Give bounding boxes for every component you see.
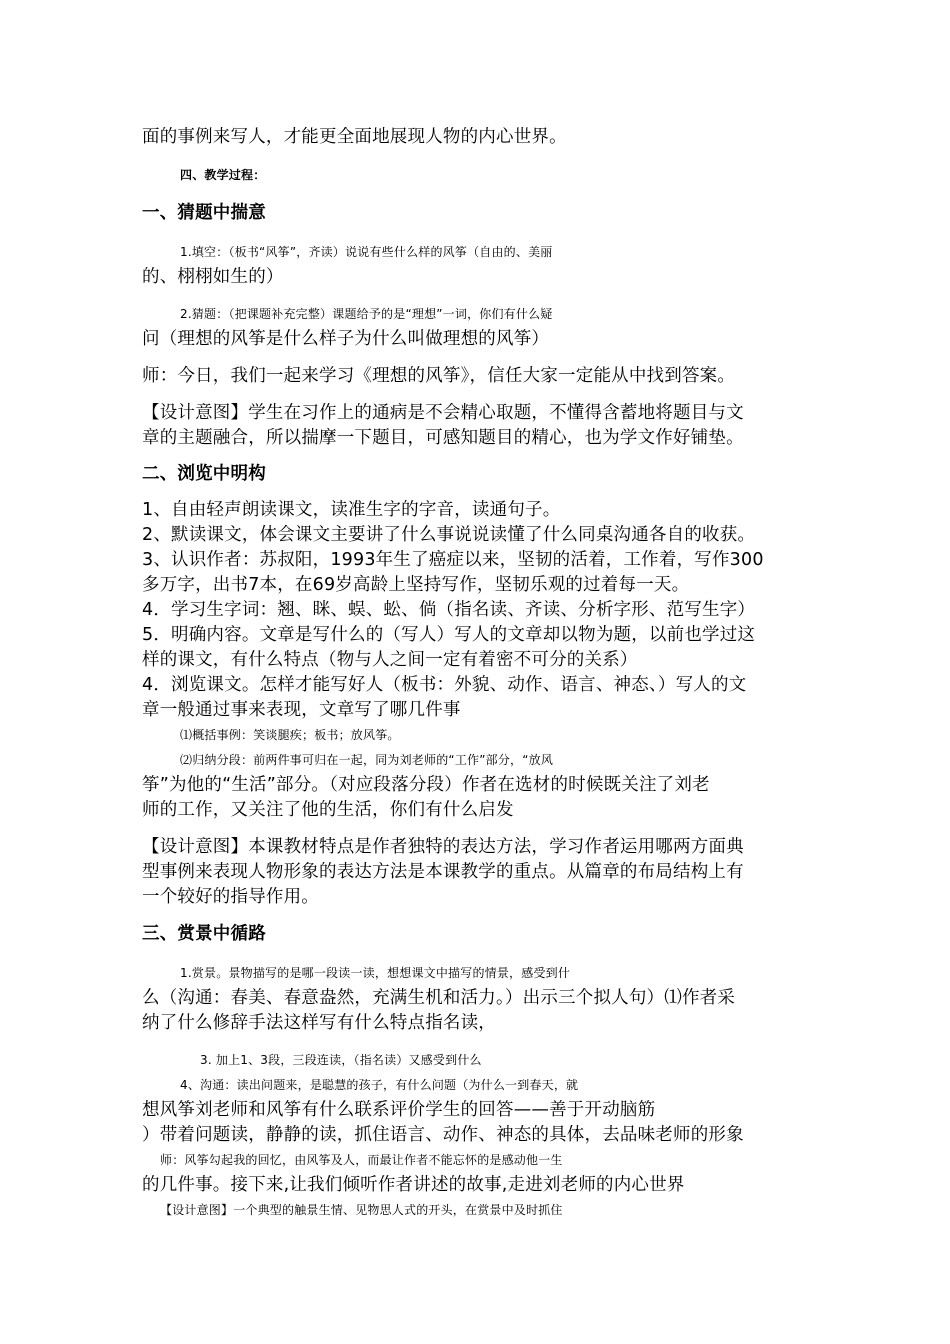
list-item: 5．明确内容。文章是写什么的（写人）写人的文章却以物为题，以前也学过这 — [142, 625, 756, 645]
section-heading: 一、猜题中揣意 — [142, 203, 266, 223]
text-line: 多万字，出书7本，在69岁高龄上坚持写作，坚韧乐观的过着每一天。 — [142, 575, 690, 595]
section-heading: 二、浏览中明构 — [142, 464, 266, 484]
text-line: 的、栩栩如生的） — [142, 267, 284, 287]
text-line: 2.猜题：（把课题补充完整）课题给予的是“理想”一词，你们有什么疑 — [180, 307, 553, 321]
sub-item: ⑵归纳分段：前两件事可归在一起，同为刘老师的“工作”部分，“放风 — [180, 753, 554, 767]
text-line: 一个较好的指导作用。 — [142, 887, 319, 907]
text-line: 1.赏景。景物描写的是哪一段读一读，想想课文中描写的情景，感受到什 — [180, 966, 571, 980]
text-line: 型事例来表现人物形象的表达方法是本课教学的重点。从篇章的布局结构上有 — [142, 862, 744, 882]
text-line: 章一般通过事来表现，文章写了哪几件事 — [142, 700, 461, 720]
sub-item: ⑴概括事例：笑谈腿疾；板书；放风筝。 — [180, 728, 400, 742]
text-line: 么（沟通：春美、春意盎然，充满生机和活力。）出示三个拟人句）⑴作者采 — [142, 988, 736, 1008]
list-item: 2、默读课文，体会课文主要讲了什么事说说读懂了什么同桌沟通各自的收获。 — [142, 525, 756, 545]
text-line: 师的工作，又关注了他的生活，你们有什么启发 — [142, 800, 514, 820]
text-line: ）带着问题读，静静的读，抓住语言、动作、神态的具体，去品味老师的形象 — [142, 1125, 744, 1145]
text-line: 4、沟通：读出问题来，是聪慧的孩子，有什么问题（为什么一到春天，就 — [180, 1078, 579, 1092]
text-line: 问（理想的风筝是什么样子为什么叫做理想的风筝） — [142, 329, 550, 349]
section-heading: 四、教学过程： — [180, 168, 266, 182]
section-heading: 三、赏景中循路 — [142, 924, 266, 944]
text-line: 想风筝刘老师和风筝有什么联系评价学生的回答——善于开动脑筋 — [142, 1100, 656, 1120]
text-line: 面的事例来写人，才能更全面地展现人物的内心世界。 — [142, 127, 567, 147]
text-line: 师：今日，我们一起来学习《理想的风筝》，信任大家一定能从中找到答案。 — [142, 366, 736, 386]
list-item: 4．学习生字词：翘、眯、蜈、蚣、倘（指名读、齐读、分析字形、范写生字） — [142, 600, 756, 620]
text-line: 3. 加上1、3段，三段连读，（指名读）又感受到什么 — [200, 1053, 482, 1067]
design-intent: 【设计意图】一个典型的触景生情、见物思人式的开头，在赏景中及时抓住 — [160, 1203, 563, 1217]
text-line: 师：风筝勾起我的回忆，由风筝及人，而最让作者不能忘怀的是感动他一生 — [160, 1153, 563, 1167]
text-line: 筝”为他的“生活”部分。（对应段落分段）作者在选材的时候既关注了刘老 — [142, 775, 710, 795]
design-intent: 【设计意图】本课教材特点是作者独特的表达方法，学习作者运用哪两方面典 — [142, 837, 744, 857]
design-intent: 【设计意图】学生在习作上的通病是不会精心取题，不懂得含蓄地将题目与文 — [142, 403, 744, 423]
text-line: 样的课文，有什么特点（物与人之间一定有着密不可分的关系） — [142, 650, 638, 670]
list-item: 3、认识作者：苏叔阳，1993年生了癌症以来，坚韧的活着，工作着，写作300 — [142, 550, 764, 570]
text-line: 1.填空：（板书“风筝”，齐读）说说有些什么样的风筝（自由的、美丽 — [180, 245, 553, 259]
text-line: 的几件事。接下来,让我们倾听作者讲述的故事,走进刘老师的内心世界 — [142, 1175, 685, 1195]
list-item: 4．浏览课文。怎样才能写好人（板书：外貌、动作、语言、神态、）写人的文 — [142, 675, 747, 695]
list-item: 1、自由轻声朗读课文，读准生字的字音，读通句子。 — [142, 500, 561, 520]
text-line: 纳了什么修辞手法这样写有什么特点指名读， — [142, 1013, 496, 1033]
text-line: 章的主题融合，所以揣摩一下题目，可感知题目的精心，也为学文作好铺垫。 — [142, 428, 744, 448]
